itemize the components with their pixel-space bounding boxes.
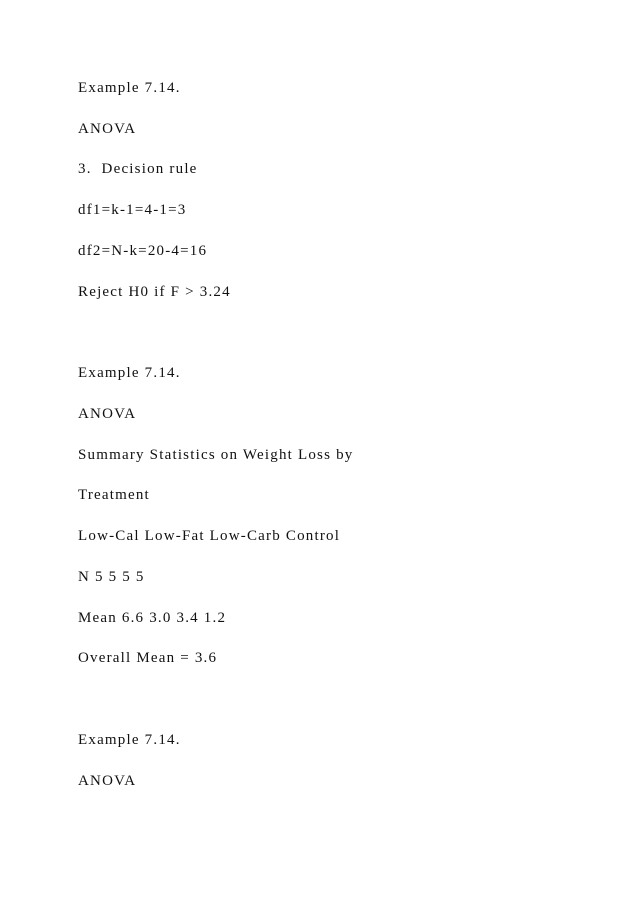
section-heading-example-1: Example 7.14. — [78, 80, 181, 96]
df2-formula: df2=N-k=20-4=16 — [78, 243, 208, 259]
df1-formula: df1=k-1=4-1=3 — [78, 202, 187, 218]
summary-statistics-title-cont: Treatment — [78, 487, 150, 503]
decision-rule-heading: 3. Decision rule — [78, 161, 198, 177]
section-subheading-anova-2: ANOVA — [78, 406, 137, 422]
summary-statistics-title: Summary Statistics on Weight Loss by — [78, 447, 354, 463]
mean-row: Mean 6.6 3.0 3.4 1.2 — [78, 610, 227, 626]
treatment-header-row: Low-Cal Low-Fat Low-Carb Control — [78, 528, 341, 544]
sample-size-row: N 5 5 5 5 — [78, 569, 145, 585]
reject-rule: Reject H0 if F > 3.24 — [78, 284, 231, 300]
section-heading-example-2: Example 7.14. — [78, 365, 181, 381]
section-heading-example-3: Example 7.14. — [78, 732, 181, 748]
section-subheading-anova-1: ANOVA — [78, 121, 137, 137]
section-subheading-anova-3: ANOVA — [78, 773, 137, 789]
overall-mean-line: Overall Mean = 3.6 — [78, 650, 218, 666]
